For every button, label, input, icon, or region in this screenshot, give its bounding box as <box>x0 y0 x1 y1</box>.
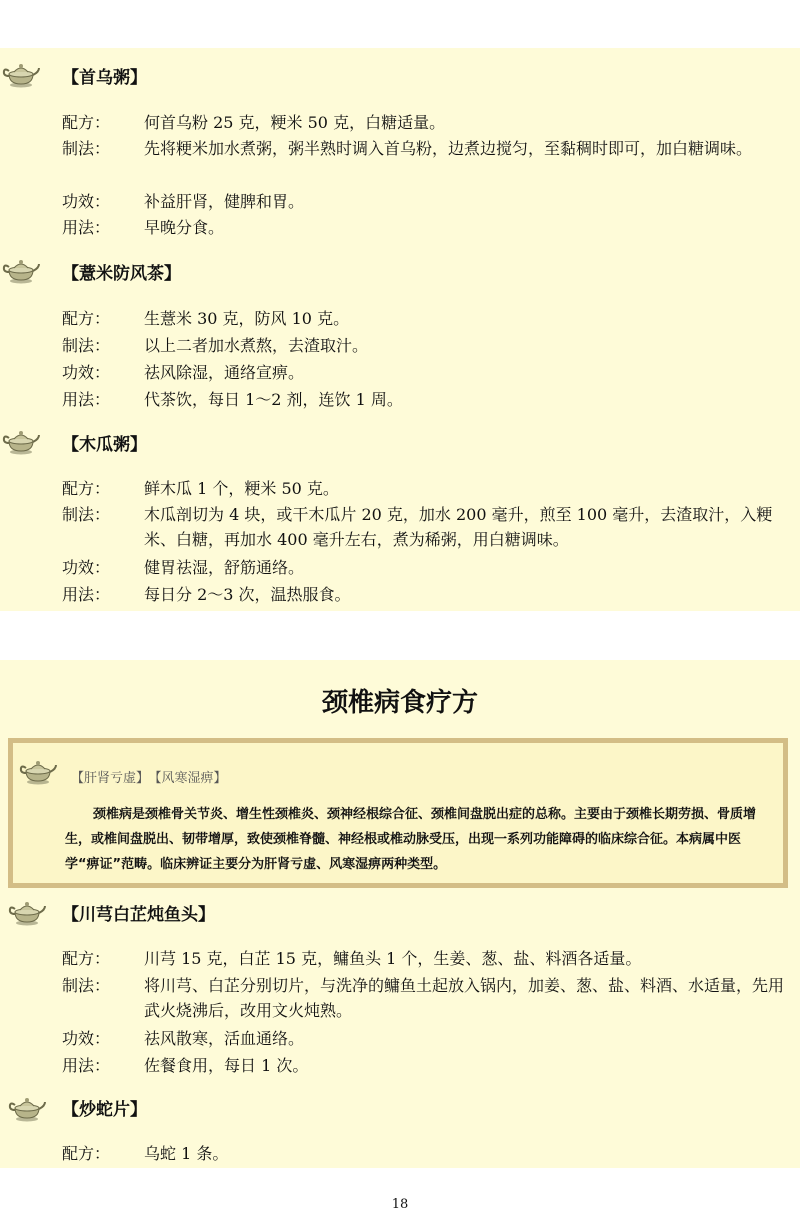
row-label: 制法： <box>62 976 111 995</box>
row-text: 早晚分食。 <box>144 218 225 237</box>
row-text: 以上二者加水煮熬，去渣取汁。 <box>144 336 369 355</box>
row-label: 功效： <box>62 363 111 382</box>
row-label: 制法： <box>62 336 111 355</box>
row-text: 乌蛇 1 条。 <box>144 1144 229 1163</box>
recipe-title: 【薏米防风茶】 <box>62 264 181 284</box>
recipe-title: 【木瓜粥】 <box>62 435 147 455</box>
teapot-icon <box>8 898 46 926</box>
row-text: 健胃祛湿，舒筋通络。 <box>144 558 305 577</box>
recipe-title: 【川芎白芷炖鱼头】 <box>62 905 215 925</box>
row-label: 制法： <box>62 505 111 524</box>
row-text: 每日分 2～3 次，温热服食。 <box>144 585 351 604</box>
section-title: 颈椎病食疗方 <box>321 688 478 718</box>
row-label: 用法： <box>62 585 111 604</box>
recipe-title: 【首乌粥】 <box>62 68 147 88</box>
row-label: 配方： <box>62 949 111 968</box>
teapot-icon <box>2 60 40 88</box>
row-text: 先将粳米加水煮粥，粥半熟时调入首乌粉，边煮边搅匀，至黏稠时即可，加白糖调味。 <box>144 139 753 158</box>
row-label: 功效： <box>62 192 111 211</box>
syndrome-tags <box>71 767 233 786</box>
row-text: 代茶饮，每日 1～2 剂，连饮 1 周。 <box>144 390 403 409</box>
row-text: 祛风散寒，活血通络。 <box>144 1029 305 1048</box>
tag-liver-kidney: 【肝肾亏虚】 <box>71 771 150 786</box>
row-label: 用法： <box>62 390 111 409</box>
row-label: 功效： <box>62 558 111 577</box>
tag-wind-cold: 【风寒湿痹】 <box>155 771 227 786</box>
row-label: 配方： <box>62 309 111 328</box>
row-label: 制法： <box>62 139 111 158</box>
row-label: 用法： <box>62 218 111 237</box>
row-label: 用法： <box>62 1056 111 1075</box>
row-text: 补益肝肾，健脾和胃。 <box>144 192 305 211</box>
row-text: 生薏米 30 克，防风 10 克。 <box>144 309 350 328</box>
row-label: 配方： <box>62 113 111 132</box>
row-label: 配方： <box>62 1144 111 1163</box>
intro-text: 颈椎病是颈椎骨关节炎、增生性颈椎炎、颈神经根综合征、颈椎间盘脱出症的总称。主要由于颈椎长期劳损、骨质增生，或椎间盘脱出、韧带增厚，致使颈椎脊髓、神经根或椎动脉受压，出现一系列功能障碍的临床综合征。本病属中医学“痹证”范畴。临床辨证主要分为肝肾亏虚、风寒湿痹两种类型。 <box>65 807 757 872</box>
row-text: 祛风除湿，通络宣痹。 <box>144 363 305 382</box>
teapot-icon <box>2 256 40 284</box>
row-text: 何首乌粉 25 克，粳米 50 克，白糖适量。 <box>144 113 446 132</box>
teapot-icon <box>19 757 57 785</box>
teapot-icon <box>2 427 40 455</box>
intro-box <box>8 738 788 888</box>
row-text: 鲜木瓜 1 个，粳米 50 克。 <box>144 479 339 498</box>
row-text: 川芎 15 克，白芷 15 克，鳙鱼头 1 个，生姜、葱、盐、料酒各适量。 <box>144 949 642 968</box>
row-label: 配方： <box>62 479 111 498</box>
row-label: 功效： <box>62 1029 111 1048</box>
row-text: 将川芎、白芷分别切片，与洗净的鳙鱼土起放入锅内，加姜、葱、盐、料酒、水适量，先用武火烧沸后，改用文火炖熟。 <box>144 976 785 1020</box>
recipe-title: 【炒蛇片】 <box>62 1100 147 1120</box>
teapot-icon <box>8 1094 46 1122</box>
row-text: 木瓜剖切为 4 块，或干木瓜片 20 克，加水 200 毫升，煎至 100 毫升，去渣取汁，入粳米、白糖，再加水 400 毫升左右，煮为稀粥，用白糖调味。 <box>144 505 773 549</box>
page-number: 18 <box>391 1197 409 1212</box>
row-text: 佐餐食用，每日 1 次。 <box>144 1056 309 1075</box>
